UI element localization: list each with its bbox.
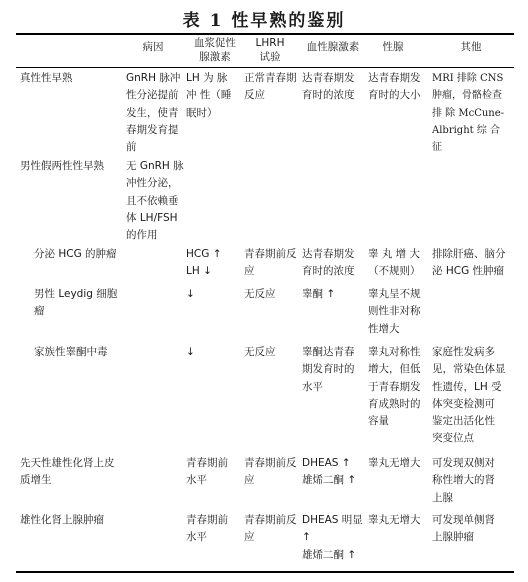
top-rule <box>16 33 514 35</box>
row-lhrh: 青春期前反 应 <box>244 514 297 544</box>
row-other: MRI 排除 CNS 肿瘤，骨骼检查 排 除 McCune- Albright 综 合 征 <box>432 73 505 154</box>
row-sex-hormone: 睾酮达青春 期发育时的 水平 <box>302 346 355 393</box>
row-gonad: 睾丸无增大 <box>368 457 421 469</box>
row-sex-hormone: DHEAS 明显 ↑ 雄烯二酮 ↑ <box>302 514 363 561</box>
row-lhrh: 青春期前反 应 <box>244 248 297 278</box>
row-lh: HCG ↑ LH ↓ <box>186 248 222 278</box>
table-title: 表 1 性早熟的鉴别 <box>182 11 346 31</box>
row-lhrh: 青春期前反 应 <box>244 457 297 487</box>
row-other: 可发现双侧对 称性增大的肾 上腺 <box>432 457 495 504</box>
row-name: 真性性早熟 <box>20 72 73 84</box>
header-other: 其他 <box>460 41 482 53</box>
row-name: 雄性化肾上腺肿瘤 <box>20 514 104 526</box>
row-lh: 青春期前 水平 <box>186 457 228 487</box>
row-cause: GnRH 脉冲 性分泌提前 发生，使青 春期发育提 前 <box>126 72 181 154</box>
row-sex-hormone: 睾酮 ↑ <box>302 288 336 300</box>
row-lh: ↓ <box>186 346 195 358</box>
row-name: 家族性睾酮中毒 <box>34 346 108 358</box>
header-sex-hormone: 血性腺激素 <box>306 41 360 53</box>
row-sex-hormone: 达青春期发 育时的浓度 <box>302 248 355 278</box>
row-gonad: 睾丸无增大 <box>368 514 421 526</box>
header-gonad: 性腺 <box>382 41 404 53</box>
row-name: 分泌 HCG 的肿瘤 <box>34 248 117 260</box>
row-lh: LH 为 脉 冲 性（睡 眠时） <box>186 72 232 119</box>
row-lhrh: 无反应 <box>244 346 276 358</box>
row-gonad: 达青春期发 育时的大小 <box>368 72 421 102</box>
row-other: 排除肝癌、脑分 泌 HCG 性肿瘤 <box>432 248 506 278</box>
header-lhrh: LHRH 试验 <box>255 37 285 63</box>
row-cause: 无 GnRH 脉 冲性分泌， 且不依赖垂 体 LH/FSH 的作用 <box>126 160 184 242</box>
row-name: 先天性雄性化肾上皮 质增生 <box>20 457 115 487</box>
row-gonad: 睾 丸 增 大 （不规则） <box>368 248 421 278</box>
row-lh: ↓ <box>186 288 195 300</box>
row-sex-hormone: 达青春期发 育时的浓度 <box>302 72 355 102</box>
row-name: 男性 Leydig 细胞瘤 <box>34 288 118 318</box>
row-other: 可发现单侧肾 上腺肿瘤 <box>432 514 495 544</box>
header-rule <box>16 67 514 68</box>
row-name: 男性假两性性早熟 <box>20 160 104 172</box>
bottom-rule <box>16 571 514 573</box>
header-cause: 病因 <box>142 41 164 53</box>
row-lh: 青春期前 水平 <box>186 514 228 544</box>
row-gonad: 睾丸对称性 增大，但低 于青春期发 育成熟时的 容量 <box>368 346 421 428</box>
header-lh: 血浆促性 腺激素 <box>194 37 236 63</box>
row-lhrh: 无反应 <box>244 288 276 300</box>
row-lhrh: 正常青春期 反应 <box>244 72 297 102</box>
row-gonad: 睾丸呈不规 则性非对称 性增大 <box>368 288 421 335</box>
row-sex-hormone: DHEAS ↑ 雄烯二酮 ↑ <box>302 457 357 487</box>
row-other: 家庭性发病多 见，常染色体显 性遗传，LH 受 体突变检测可 鉴定出活化性 突变位点 <box>432 346 506 445</box>
